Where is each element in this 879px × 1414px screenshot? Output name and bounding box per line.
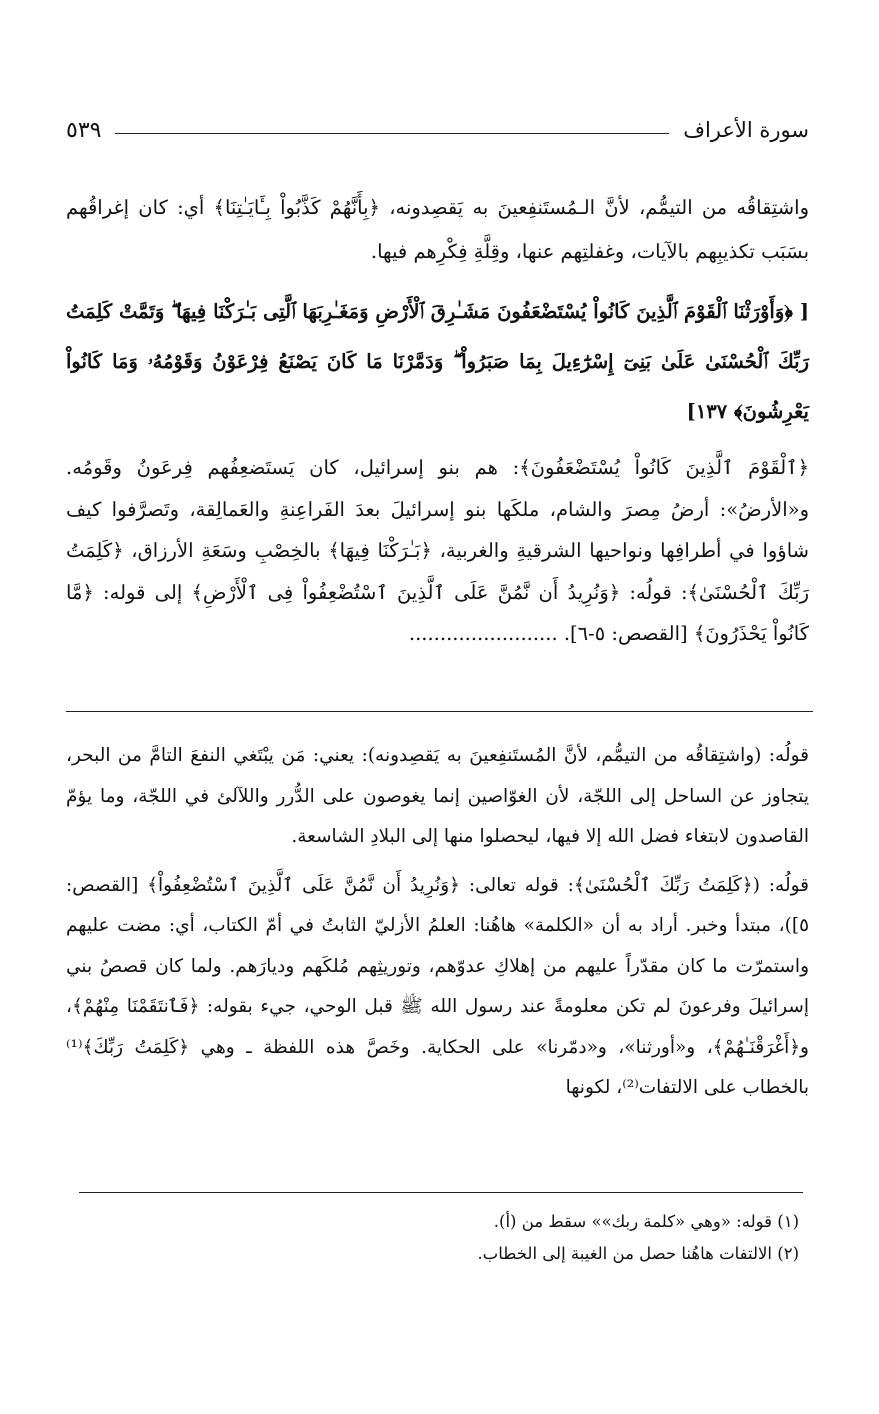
- footnote-1: (١) قوله: «وهي «كلمة ربك»» سقط من (أ).: [493, 1212, 799, 1231]
- section-divider: [66, 711, 813, 712]
- footnote-rule: [79, 1192, 803, 1193]
- surah-title: سورة الأعراف: [683, 118, 809, 142]
- running-header: [66, 112, 809, 148]
- continuation-paragraph: واشتِقاقُه من التيمُّم، لأنَّ الـمُستَنفِعينَ به يَقصِدونه، ﴿بِأَنَّهُمْ كَذَّبُواْ بِـَٔايَـٰتِنَا﴾ أي: كان إغراقُهم بسَبَب تكذيبِهم بالآيات، وغفلتِهم عنها، وقِلَّةِ فِكْرِهم فيها.: [66, 196, 809, 263]
- tafsir-paragraph: ﴿ٱلْقَوْمَ ٱلَّذِينَ كَانُواْ يُسْتَضْعَفُونَ﴾: هم بنو إسرائيل، كان يَستَضعِفُهم فِرعَونُ وقَومُه. و«الأرضُ»: أرضُ مِصرَ والشام، ملكَها بنو إسرائيلَ بعدَ الفَراعِنةِ والعَمالِقة، وتَصرَّفوا كيف شاؤوا في أطرافِها ونواحيها الشرقيةِ والغربية، ﴿بَـٰرَكْنَا فِيهَا﴾ بالخِصْبِ وسَعَةِ الأرزاق، ﴿كَلِمَتُ رَبِّكَ ٱلْحُسْنَىٰ﴾: قولُه: ﴿وَنُرِيدُ أَن نَّمُنَّ عَلَى ٱلَّذِينَ ٱسْتُضْعِفُواْ فِى ٱلْأَرْضِ﴾ إلى قوله: ﴿مَّا كَانُواْ يَحْذَرُونَ﴾ [القصص: ٥-٦]. ........................: [66, 456, 809, 645]
- commentary-paragraph-1: قولُه: (واشتِقاقُه من التيمُّم، لأنَّ المُستَنفِعينَ به يَقصِدونه): يعني: مَن يبْتَغي النفعَ التامَّ من البحر، يتجاوز عن الساحل إلى اللجّة، لأن الغوّاصين إنما يغوصون على الدُّرر واللآلئ في اللجّة، وما يؤمّ القاصدون لابتغاء فضل الله إلا فيها، ليحصلوا منها إلى البلادِ الشاسعة.: [66, 745, 809, 847]
- footnotes: [90, 1206, 799, 1270]
- header-rule: [115, 133, 669, 134]
- main-text: [66, 186, 809, 655]
- commentary-paragraph-2: قولُه: (﴿كَلِمَتُ رَبِّكَ ٱلْحُسْنَىٰ﴾: قوله تعالى: ﴿وَنُرِيدُ أَن نَّمُنَّ عَلَى ٱلَّذِينَ ٱسْتُضْعِفُواْ﴾ [القصص: ٥])، مبتدأ وخبر. أراد به أن «الكلمة» هاهُنا: العلمُ الأزليّ الثابتُ في أمّ الكتاب، أي: مضت عليهم واستمرّت ما كان مقدّراً عليهم من إهلاكِ عدوّهم، وتوريثِهم مُلكَهم وديارَهم. ولما كان قصصُ بني إسرائيلَ وفرعونَ لم تكن معلومةً عند رسول الله ﷺ قبل الوحي، جيء بقوله: ﴿فَٱنتَقَمْنَا مِنْهُمْ﴾، و﴿أَغْرَقْنَـٰهُمْ﴾، و«أورثنا»، و«دمّرنا» على الحكاية. وخَصَّ هذه اللفظة ـ وهي ﴿كَلِمَتُ رَبِّكَ﴾⁽¹⁾ بالخطاب على الالتفات⁽²⁾، لكونها: [66, 874, 809, 1098]
- commentary-text: [66, 736, 809, 1109]
- quran-verse: [ ﴿وَأَوْرَثْنَا ٱلْقَوْمَ ٱلَّذِينَ كَانُواْ يُسْتَضْعَفُونَ مَشَـٰرِقَ ٱلْأَرْضِ وَمَغَـٰرِبَهَا ٱلَّتِى بَـٰرَكْنَا فِيهَا ۖ وَتَمَّتْ كَلِمَتُ رَبِّكَ ٱلْحُسْنَىٰ عَلَىٰ بَنِىٓ إِسْرَٰٓءِيلَ بِمَا صَبَرُواْ ۖ وَدَمَّرْنَا مَا كَانَ يَصْنَعُ فِرْعَوْنُ وَقَوْمُهُۥ وَمَا كَانُواْ يَعْرِشُونَ﴾ ١٣٧]: [66, 300, 809, 423]
- footnote-2: (٢) الالتفات هاهُنا حصل من الغيبة إلى الخطاب.: [477, 1244, 799, 1263]
- page-number: ٥٣٩: [66, 117, 102, 143]
